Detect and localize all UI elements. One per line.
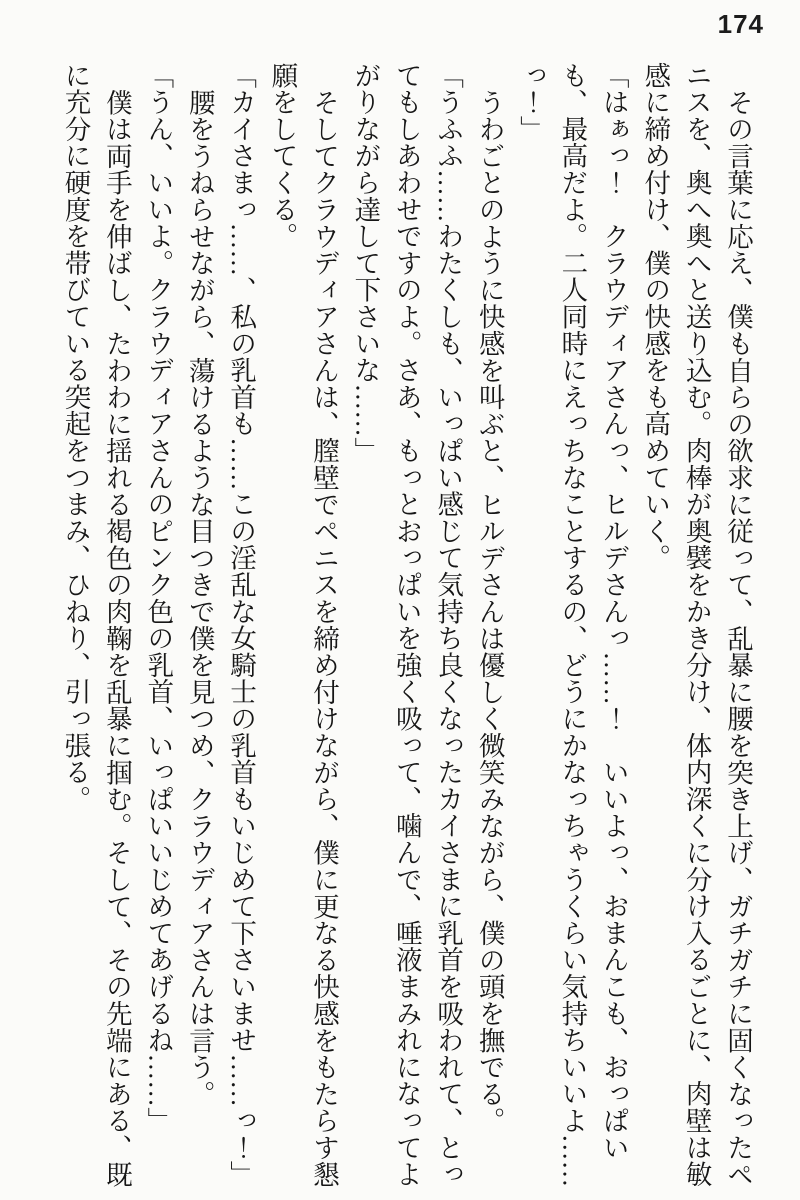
page-text [50, 62, 758, 1190]
paragraph: うわごとのように快感を叫ぶと、ヒルデさんは優しく微笑みながら、僕の頭を撫でる。 [474, 88, 505, 1134]
paragraph: 腰をうねらせながら、蕩けるような目つきで僕を見つめ、クラウディアさんは言う。 [184, 88, 215, 1107]
paragraph: そしてクラウディアさんは、膣壁でペニスを締め付けながら、僕に更なる快感をもたらす懇願をしてくる。 [267, 62, 339, 1188]
page-number: 174 [717, 9, 764, 39]
paragraph: その言葉に応え、僕も自らの欲求に従って、乱暴に腰を突き上げ、ガチガチに固くなったペニスを、奥へ奥へと送り込む。肉棒が奥襞をかき分け、体内深くに分け入るごとに、肉壁は敏感に締め付け、僕の快感をも高めていく。 [640, 62, 753, 1188]
paragraph: 「うん、いいよ。クラウディアさんのピンク色の乳首、いっぱいいじめてあげるね……」 [143, 62, 174, 1134]
paragraph: 「うふふ……わたくしも、いっぱい感じて気持ち良くなったカイさまに乳首を吸われて、とってもしあわせですのよ。さあ、もっとおっぱいを強く吸って、噛んで、唾液まみれになってよがりながら達して下さいな……」 [350, 62, 464, 1188]
paragraph: 「カイさまっ……、私の乳首も……この淫乱な女騎士の乳首もいじめて下さいませ……っ！」 [226, 62, 257, 1188]
paragraph: 僕は両手を伸ばし、たわわに揺れる褐色の肉鞠を乱暴に掴む。そして、その先端にある、既に充分に硬度を帯びている突起をつまみ、ひねり、引っ張る。 [60, 62, 132, 1188]
paragraph: 「はぁっ！ クラウディアさんっ、ヒルデさんっ……！ いいよっ、おまんこも、おっぱいも、最高だよ。二人同時にえっちなことするの、どうにかなっちゃうくらい気持ちいいよ……っ！」 [515, 62, 629, 1188]
